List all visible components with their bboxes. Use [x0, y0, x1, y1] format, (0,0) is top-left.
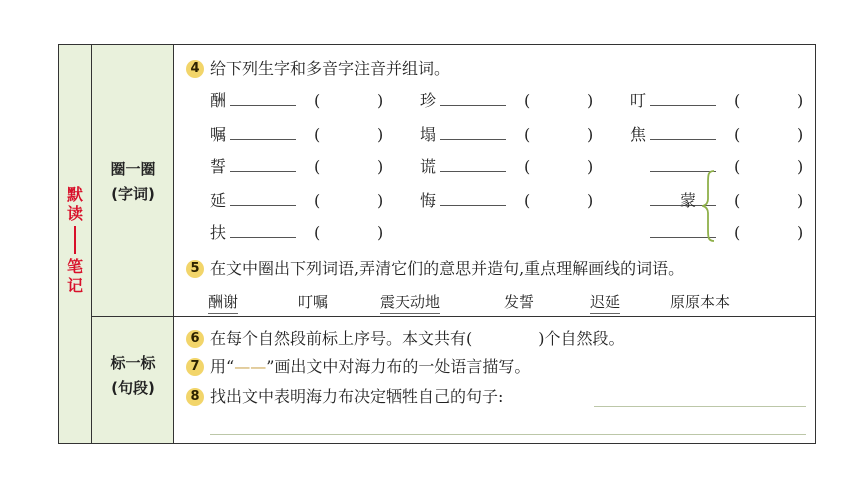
question-8-text: 找出文中表明海力布决定牺牲自己的句子: [210, 387, 504, 406]
character: 塌 [420, 125, 437, 144]
pinyin-paren-close: ) [797, 125, 804, 144]
character: 悔 [420, 191, 437, 210]
character: 谎 [420, 157, 437, 176]
pinyin-item [210, 91, 390, 111]
pinyin-paren-close: ) [587, 91, 594, 110]
question-4-text: 给下列生字和多音字注音并组词。 [210, 59, 451, 78]
left-title-column [59, 45, 92, 443]
character: 焦 [630, 125, 647, 144]
character: 延 [210, 191, 227, 210]
pinyin-paren-open: ( [734, 223, 741, 242]
title-divider-line [74, 226, 76, 254]
pinyin-paren-close: ) [377, 125, 384, 144]
pinyin-item [630, 223, 810, 243]
content-area [174, 45, 815, 443]
character: 嘱 [210, 125, 227, 144]
section2-label-line1: 标一标 [110, 354, 156, 372]
pinyin-paren-open: ( [734, 91, 741, 110]
pinyin-item [210, 223, 390, 243]
pinyin-paren-open: ( [314, 91, 321, 110]
question-number-badge: 8 [186, 388, 204, 406]
character: 誓 [210, 157, 227, 176]
pinyin-item [420, 157, 600, 177]
question-7 [186, 357, 530, 377]
question-4 [186, 59, 450, 79]
title-char-4: 记 [66, 276, 83, 295]
pinyin-paren-open: ( [524, 125, 531, 144]
question-6 [186, 329, 625, 349]
word-blank[interactable] [230, 223, 296, 238]
word-blank[interactable] [230, 157, 296, 172]
answer-line[interactable] [210, 434, 806, 435]
pinyin-paren-close: ) [797, 191, 804, 210]
pinyin-item [630, 125, 810, 145]
character: 叮 [630, 91, 647, 110]
character: 珍 [420, 91, 437, 110]
vocab-word: 原原本本 [670, 293, 731, 311]
vocab-word: 迟延 [590, 291, 620, 314]
vocab-word: 叮嘱 [298, 293, 329, 311]
pinyin-item [210, 191, 390, 211]
pinyin-paren-close: ) [377, 223, 384, 242]
section1-label [92, 157, 174, 207]
word-blank[interactable] [440, 157, 506, 172]
question-8 [186, 387, 503, 407]
worksheet [58, 44, 816, 444]
word-blank[interactable] [650, 125, 716, 140]
word-blank[interactable] [230, 91, 296, 106]
question-5-text: 在文中圈出下列词语,弄清它们的意思并造句,重点理解画线的词语。 [210, 259, 685, 278]
pinyin-paren-close: ) [377, 191, 384, 210]
polyphonic-char: 蒙 [680, 191, 697, 210]
question-6-text-after: )个自然段。 [538, 329, 625, 348]
pinyin-item [420, 125, 600, 145]
question-number-badge: 5 [186, 260, 204, 278]
pinyin-paren-close: ) [797, 157, 804, 176]
pinyin-paren-close: ) [377, 91, 384, 110]
question-number-badge: 7 [186, 358, 204, 376]
word-blank[interactable] [230, 191, 296, 206]
question-number-badge: 6 [186, 330, 204, 348]
section1-label-line1: 圈一圈 [110, 160, 156, 178]
word-blank[interactable] [650, 91, 716, 106]
pinyin-paren-open: ( [314, 125, 321, 144]
pinyin-item [630, 157, 810, 177]
vocab-word: 震天动地 [380, 291, 440, 314]
question-7-text-before: 用“ [210, 357, 235, 376]
vocab-word: 发誓 [504, 293, 535, 311]
pinyin-paren-close: ) [377, 157, 384, 176]
word-blank[interactable] [440, 91, 506, 106]
section1-label-line2: (字词) [111, 185, 155, 203]
question-6-text-before: 在每个自然段前标上序号。本文共有( [210, 329, 473, 348]
pinyin-paren-close: ) [587, 125, 594, 144]
pinyin-paren-open: ( [314, 191, 321, 210]
pinyin-item [630, 191, 810, 211]
word-blank[interactable] [440, 191, 506, 206]
title-char-1: 默 [66, 185, 83, 204]
pinyin-paren-close: ) [587, 191, 594, 210]
brace-icon [702, 169, 716, 243]
pinyin-item [210, 125, 390, 145]
pinyin-paren-close: ) [797, 223, 804, 242]
underline-mark: —— [234, 357, 267, 376]
pinyin-paren-open: ( [734, 125, 741, 144]
question-7-text-after: ”画出文中对海力布的一处语言描写。 [266, 357, 531, 376]
pinyin-paren-open: ( [524, 91, 531, 110]
question-5 [186, 259, 684, 279]
pinyin-item [420, 91, 600, 111]
title-char-2: 读 [66, 204, 83, 223]
title-char-3: 笔 [66, 257, 83, 276]
answer-line[interactable] [594, 406, 806, 407]
vertical-title [59, 185, 91, 295]
word-blank[interactable] [230, 125, 296, 140]
pinyin-item [420, 191, 600, 211]
pinyin-paren-open: ( [524, 191, 531, 210]
pinyin-item [630, 91, 810, 111]
pinyin-paren-open: ( [524, 157, 531, 176]
word-blank[interactable] [440, 125, 506, 140]
question-number-badge: 4 [186, 60, 204, 78]
pinyin-paren-open: ( [314, 157, 321, 176]
section2-label-line2: (句段) [111, 379, 155, 397]
section2-label [92, 351, 174, 401]
character: 酬 [210, 91, 227, 110]
pinyin-paren-open: ( [314, 223, 321, 242]
pinyin-paren-open: ( [734, 157, 741, 176]
character: 扶 [210, 223, 227, 242]
vocab-word: 酬谢 [208, 291, 238, 314]
section-label-column [92, 45, 174, 443]
pinyin-paren-close: ) [587, 157, 594, 176]
pinyin-paren-close: ) [797, 91, 804, 110]
pinyin-item [210, 157, 390, 177]
pinyin-paren-open: ( [734, 191, 741, 210]
